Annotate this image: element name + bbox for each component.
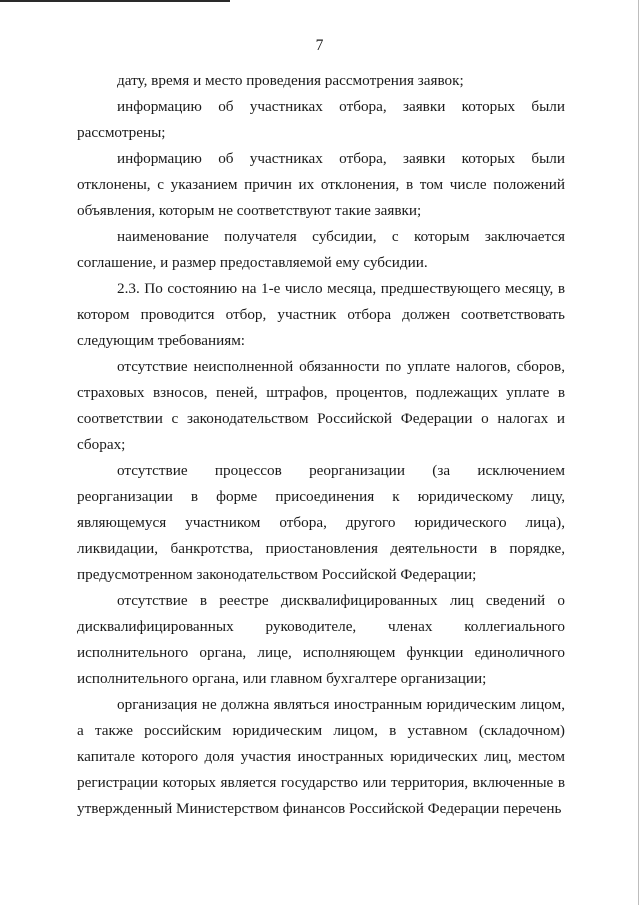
document-body	[77, 68, 565, 822]
paragraph-subsidy-recipient: наименование получателя субсидии, с которым заключается соглашение, и размер предоставляемой ему субсидии.	[77, 228, 565, 271]
page-number: 7	[315, 37, 324, 54]
paragraph-section-2-3: 2.3. По состоянию на 1-е число месяца, предшествующего месяцу, в котором проводится отбор, участник отбора должен соответствовать следующим требованиям:	[77, 280, 565, 349]
paragraph-no-reorganization: отсутствие процессов реорганизации (за исключением реорганизации в форме присоединения к юридическому лицу, являющемуся участником отбора, другого юридического лица), ликвидации, банкротства, приостановления деятельности в порядке, предусмотренном законодательством Российской Федерации;	[77, 462, 565, 583]
paragraph-no-tax-debts: отсутствие неисполненной обязанности по уплате налогов, сборов, страховых взносов, пеней, штрафов, процентов, подлежащих уплате в соответствии с законодательством Российской Федерации о налогах и сборах;	[77, 358, 565, 453]
paragraph-no-disqualified-persons: отсутствие в реестре дисквалифицированных лиц сведений о дисквалифицированных руководителе, членах коллегиального исполнительного органа, лице, исполняющем функции единоличного исполнительного органа, или главном бухгалтере организации;	[77, 592, 565, 687]
scan-border-top	[0, 0, 230, 2]
paragraph-date-time-place: дату, время и место проведения рассмотрения заявок;	[117, 72, 464, 89]
paragraph-not-foreign-entity: организация не должна являться иностранным юридическим лицом, а также российским юридическим лицом, в уставном (складочном) капитале которого доля участия иностранных юридических лиц, местом регистрации которых является государство или территория, включенные в утвержденный Министерством финансов Российской Федерации перечень	[77, 696, 565, 817]
paragraph-considered-participants: информацию об участниках отбора, заявки которых были рассмотрены;	[77, 98, 565, 141]
paragraph-rejected-participants: информацию об участниках отбора, заявки которых были отклонены, с указанием причин их отклонения, в том числе положений объявления, которым не соответствуют такие заявки;	[77, 150, 565, 219]
